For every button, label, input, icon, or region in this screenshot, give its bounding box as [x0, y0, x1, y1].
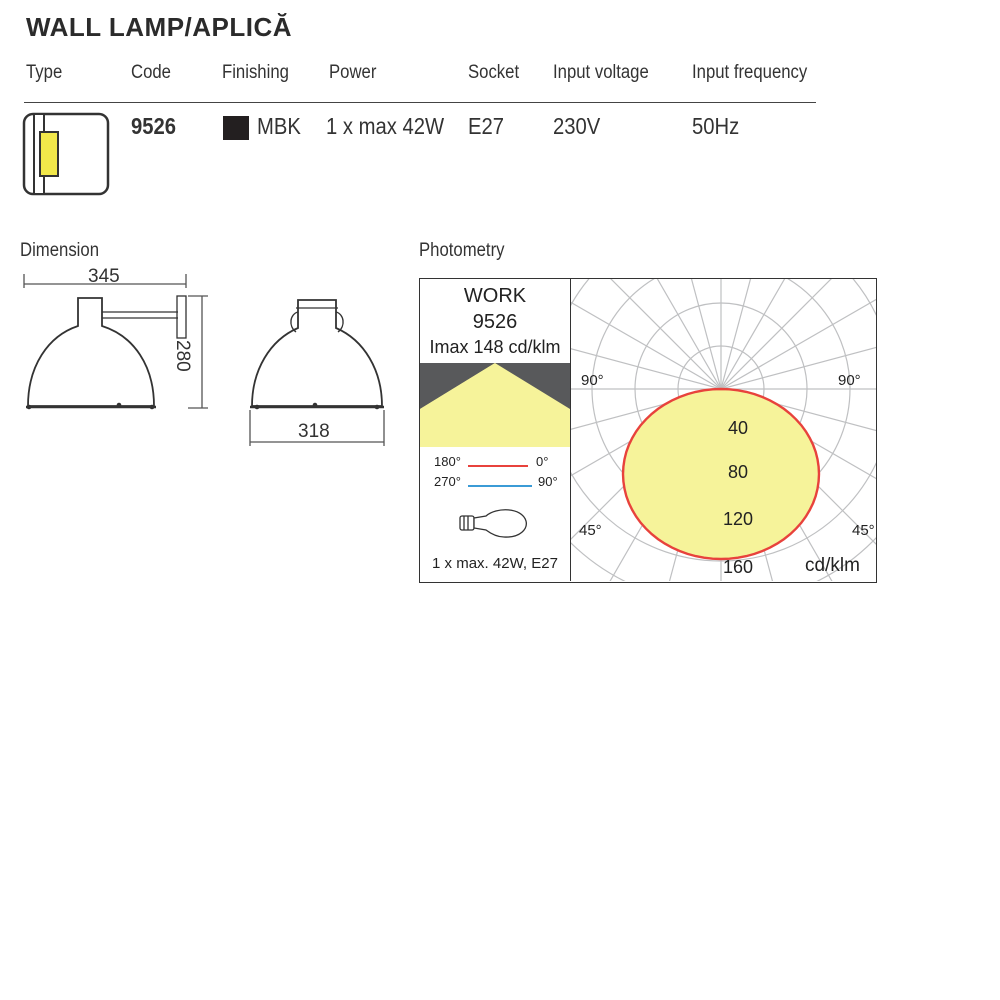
- photometry-heading: Photometry: [419, 240, 505, 261]
- polar-diagram: [571, 279, 876, 581]
- col-code-header: Code: [131, 62, 171, 83]
- legend-b-right: 90°: [538, 474, 558, 489]
- angle-label-45-left: 45°: [579, 522, 602, 539]
- dimension-heading: Dimension: [20, 240, 99, 261]
- legend-b-left: 270°: [434, 474, 461, 489]
- col-input-frequency-header: Input frequency: [692, 62, 808, 83]
- col-socket-header: Socket: [468, 62, 520, 83]
- beam-spread-icon: [420, 363, 570, 447]
- dimension-diameter: 318: [298, 421, 330, 442]
- radial-label-40: 40: [727, 418, 749, 438]
- polar-unit-label: cd/klm: [805, 555, 860, 576]
- radial-label-80: 80: [727, 462, 749, 482]
- legend-a-left: 180°: [434, 454, 461, 469]
- radial-label-160: 160: [722, 557, 754, 577]
- photometry-box: [419, 278, 877, 583]
- lamp-note: 1 x max. 42W, E27: [432, 555, 558, 572]
- legend-a-right: 0°: [536, 454, 549, 469]
- side-view-drawing: [18, 262, 228, 422]
- header-divider: [24, 102, 816, 103]
- col-type-header: Type: [26, 62, 63, 83]
- col-power-header: Power: [329, 62, 377, 83]
- polar-spoke: [617, 279, 721, 389]
- page-title: WALL LAMP/APLICĂ: [26, 12, 293, 42]
- col-finishing-header: Finishing: [222, 62, 289, 83]
- photometry-code: 9526: [472, 311, 518, 333]
- legend-a-line: [468, 465, 528, 467]
- photometry-name: WORK: [463, 285, 527, 307]
- product-power: 1 x max 42W: [326, 113, 445, 139]
- angle-label-45-right: 45°: [852, 522, 875, 539]
- dimension-width: 345: [88, 266, 120, 287]
- polar-spoke: [721, 279, 825, 389]
- photometry-imax: Imax 148 cd/klm: [429, 337, 561, 357]
- product-socket: E27: [468, 113, 505, 139]
- col-input-voltage-header: Input voltage: [553, 62, 649, 83]
- product-input-frequency: 50Hz: [692, 113, 740, 139]
- product-finishing: MBK: [257, 113, 301, 139]
- product-input-voltage: 230V: [553, 113, 601, 139]
- dimension-height: 280: [172, 340, 193, 372]
- wall-lamp-type-icon: [22, 112, 112, 198]
- angle-label-90-right: 90°: [838, 372, 861, 389]
- luminous-intensity-curve: [623, 389, 819, 559]
- bulb-icon: [456, 505, 536, 541]
- product-code: 9526: [131, 113, 177, 139]
- finishing-color-swatch: [223, 116, 249, 140]
- legend-b-line: [468, 485, 532, 487]
- radial-label-120: 120: [722, 509, 754, 529]
- angle-label-90-left: 90°: [581, 372, 604, 389]
- photometry-info-panel: [420, 279, 571, 581]
